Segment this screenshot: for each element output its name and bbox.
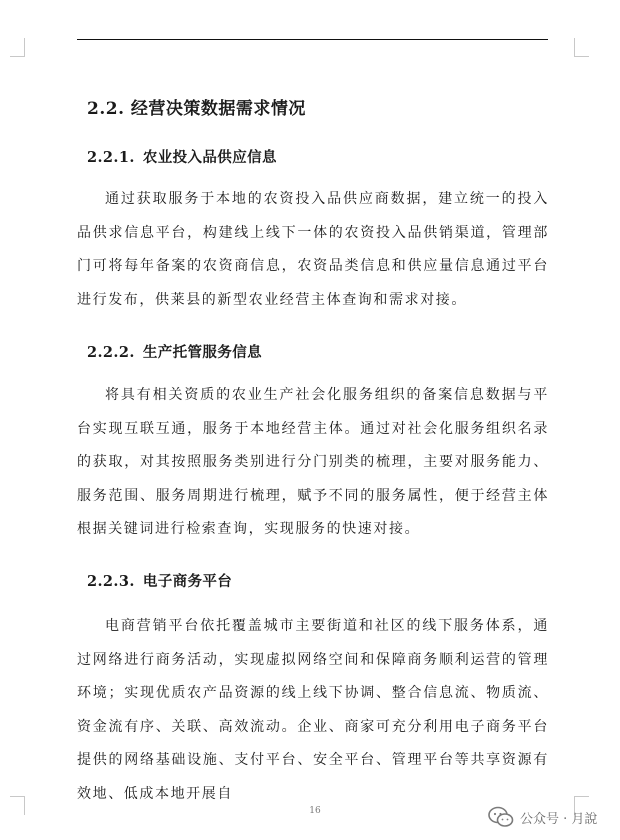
subsection-paragraph-3: 电商营销平台依托覆盖城市主要街道和社区的线下服务体系，通过网络进行商务活动，实现虚拟网络空间和保障商务顺利运营的管理环境；实现优质农产品资源的线上线下协调、整合信息流、物质流、资金流有序、关联、高效流动。企业、商家可充分利用电子商务平台提供的网络基础设施、支付平台、安全平台、管理平台等共享资源有效地、低成本地开展自 [77, 618, 549, 802]
section-number: 2.2. [87, 99, 125, 119]
subsection-heading-2 [87, 341, 262, 362]
subsection-paragraph-1: 通过获取服务于本地的农资投入品供应商数据，建立统一的投入品供求信息平台，构建线上线下一体的农资投入品供销渠道，管理部门可将每年备案的农资商信息，农资品类信息和供应量信息通过平台进行发布，供莱县的新型农业经营主体查询和需求对接。 [77, 191, 549, 308]
header-rule [77, 39, 548, 40]
subsection-heading-3 [87, 570, 232, 591]
subsection-title: 农业投入品供应信息 [142, 149, 277, 166]
subsection-title: 生产托管服务信息 [142, 344, 263, 361]
watermark-text: 公众号 · 月說 [520, 811, 598, 827]
subsection-number: 2.2.1. [87, 149, 135, 166]
subsection-number: 2.2.2. [87, 344, 135, 361]
wechat-icon [488, 806, 514, 828]
page-number: 16 [309, 806, 321, 816]
section-title: 经营决策数据需求情况 [130, 99, 306, 119]
watermark [488, 806, 597, 828]
crop-mark-top-left [10, 38, 25, 57]
subsection-heading-1 [87, 146, 277, 167]
crop-mark-top-right [574, 38, 589, 57]
subsection-number: 2.2.3. [87, 573, 135, 590]
subsection-title: 电子商务平台 [142, 573, 233, 590]
subsection-paragraph-2: 将具有相关资质的农业生产社会化服务组织的备案信息数据与平台实现互联互通，服务于本地经营主体。通过对社会化服务组织名录的获取，对其按照服务类别进行分门别类的梳理，主要对服务能力、服务范围、服务周期进行梳理，赋予不同的服务属性，便于经营主体根据关键词进行检索查询，实现服务的快速对接。 [77, 387, 549, 537]
section-heading [87, 94, 306, 119]
crop-mark-bottom-left [10, 796, 25, 815]
